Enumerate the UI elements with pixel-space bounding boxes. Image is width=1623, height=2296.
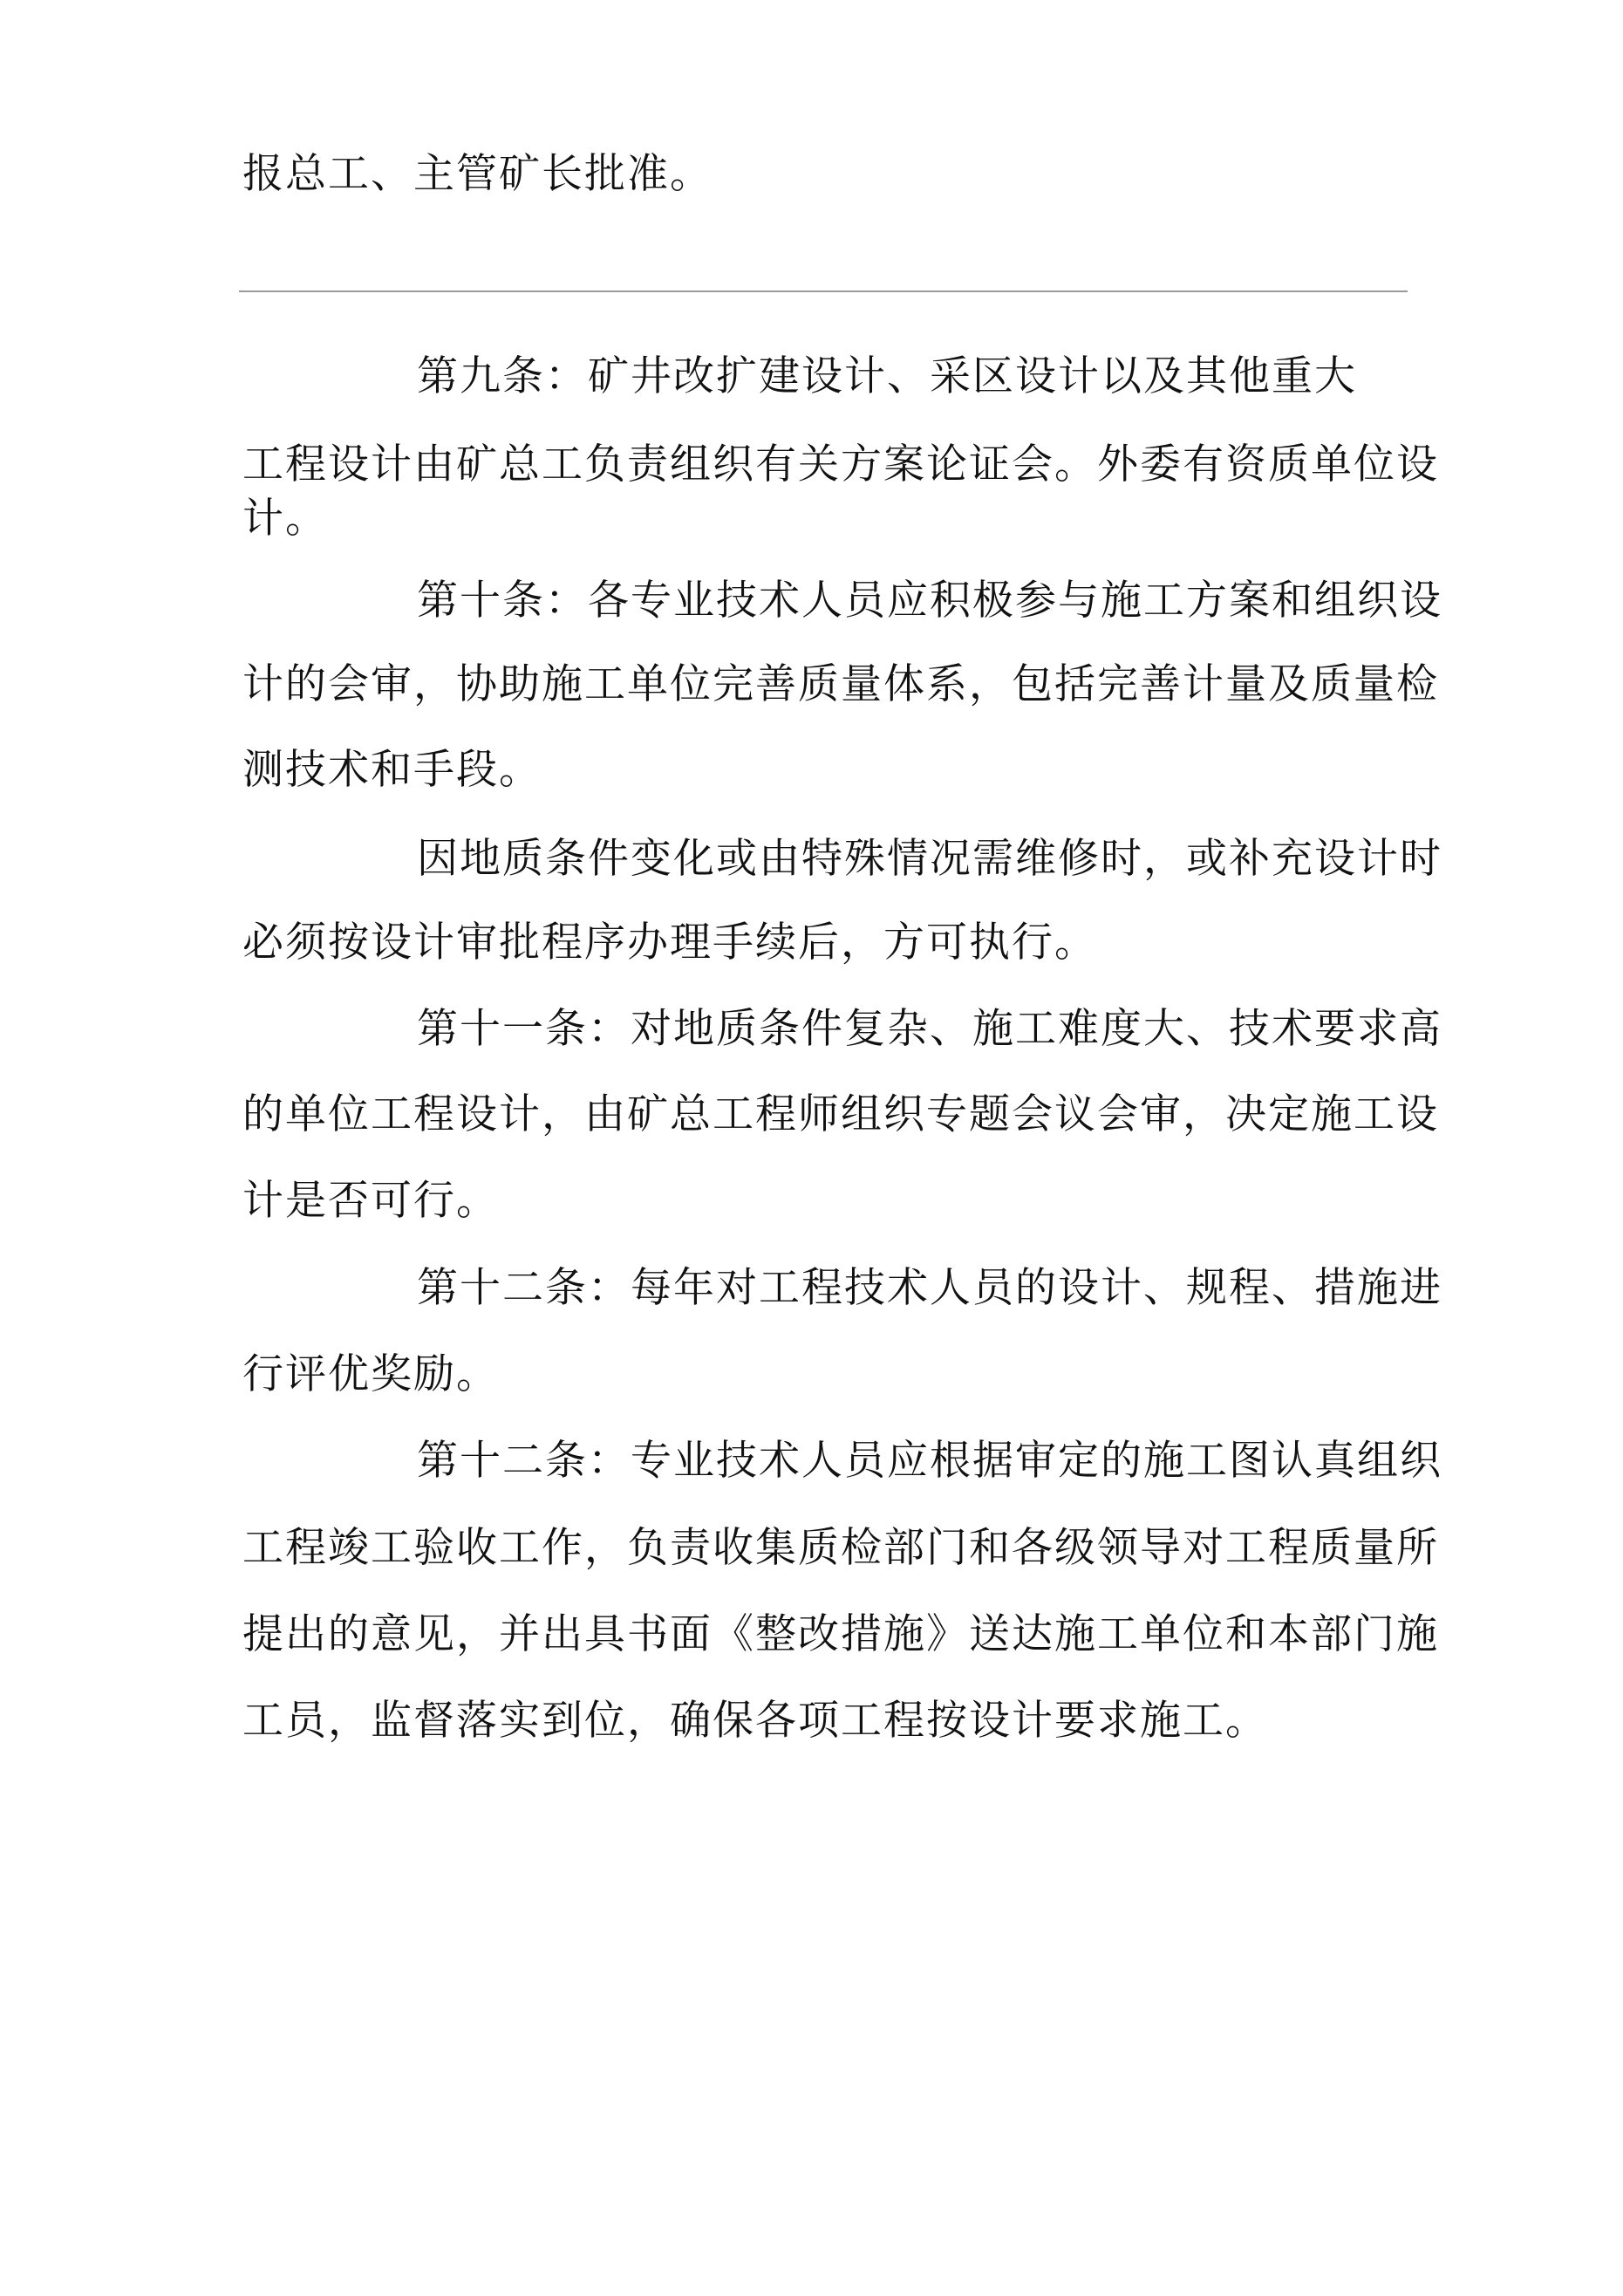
article-9-line-1: 第九条：矿井改扩建设计、采区设计以及其他重大 bbox=[417, 352, 1357, 400]
section-divider bbox=[239, 290, 1408, 292]
article-11-line-2: 的单位工程设计，由矿总工程师组织专题会议会审，决定施工设 bbox=[242, 1090, 1439, 1138]
article-12b-line-2: 工程竣工验收工作，负责收集质检部门和各级领导对工程质量所 bbox=[242, 1524, 1439, 1572]
article-9-line-2: 工程设计由矿总工负责组织有关方案论证会。外委有资质单位设 bbox=[242, 441, 1439, 489]
article-12b-line-1: 第十二条：专业技术人员应根据审定的施工图认真组织 bbox=[417, 1437, 1442, 1485]
article-12a-line-2: 行评优奖励。 bbox=[242, 1350, 499, 1398]
article-12b-line-3: 提出的意见，并出具书面《整改措施》送达施工单位和本部门施 bbox=[242, 1610, 1439, 1658]
article-10-line-2: 计的会审，协助施工单位完善质量体系，包括完善计量及质量检 bbox=[242, 660, 1439, 708]
article-10-line-1: 第十条：各专业技术人员应积极参与施工方案和组织设 bbox=[417, 577, 1442, 625]
article-12b-line-4: 工员，监督落实到位，确保各项工程按设计要求施工。 bbox=[242, 1697, 1268, 1745]
article-9-line-3: 计。 bbox=[242, 495, 328, 543]
article-11-line-3: 计是否可行。 bbox=[242, 1177, 499, 1225]
intro-tail-text: 报总工、主管矿长批准。 bbox=[242, 150, 713, 198]
article-10-line-3: 测技术和手段。 bbox=[242, 746, 542, 794]
article-12a-line-1: 第十二条：每年对工程技术人员的设计、规程、措施进 bbox=[417, 1264, 1442, 1312]
article-11-line-1: 第十一条：对地质条件复杂、施工难度大、技术要求高 bbox=[417, 1005, 1442, 1053]
article-10-supplement-line-2: 必须按设计审批程序办理手续后，方可执行。 bbox=[242, 919, 1097, 967]
article-10-supplement-line-1: 因地质条件变化或由特殊情况需维修时，或补充设计时 bbox=[417, 835, 1442, 883]
